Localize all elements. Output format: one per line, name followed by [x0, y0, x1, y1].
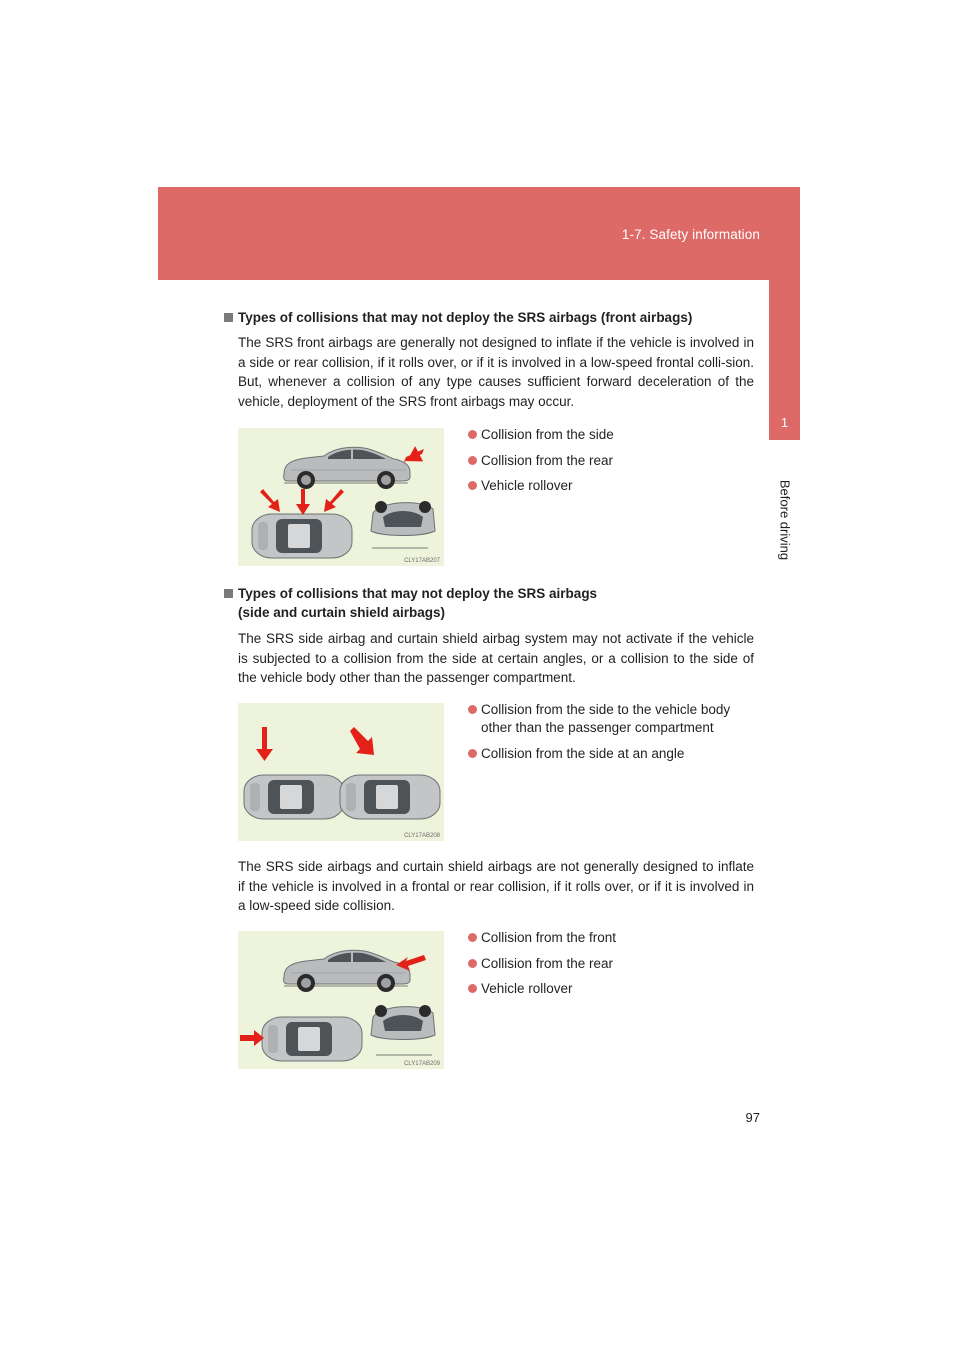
section-heading-side-airbags: Types of collisions that may not deploy the SRS airbags (side and curtain shield airbags): [224, 584, 597, 622]
bullet-list-frontal-rear: [468, 929, 758, 1006]
figure-code: CLY17AB208: [404, 833, 440, 839]
chapter-label: Before driving: [777, 479, 793, 561]
paragraph-front-airbags: The SRS front airbags are generally not designed to inflate if the vehicle is involved in a side or rear collision, if it rolls over, or if it is involved in a low-speed frontal colli-sion. But, whenever a collision of any type causes sufficient forward deceleration of the vehicle, deployment of the SRS front airbags may occur.: [238, 335, 754, 409]
list-item: Collision from the rear: [468, 452, 758, 470]
section-heading-front-airbags: Types of collisions that may not deploy the SRS airbags (front airbags): [224, 308, 692, 327]
list-item: Collision from the side to the vehicle body other than the passenger compartment: [468, 701, 758, 737]
bullet-icon: [468, 705, 477, 714]
list-item: Collision from the side: [468, 426, 758, 444]
bullet-list-side-airbags: [468, 701, 758, 770]
page-number: 97: [745, 1110, 760, 1125]
illustration-side-airbags-frontal-rear: [238, 931, 444, 1069]
paragraph-side-airbags: The SRS side airbag and curtain shield airbag system may not activate if the vehicle is subjected to a collision from the side at certain angles, or a collision to the side of the vehicle body other than the passenger compartment.: [238, 631, 754, 685]
bullet-icon: [468, 749, 477, 758]
list-item: Collision from the rear: [468, 955, 758, 973]
bullet-icon: [468, 959, 477, 968]
figure-code: CLY17AB209: [404, 1061, 440, 1067]
list-item: Collision from the front: [468, 929, 758, 947]
paragraph-side-airbags-not-designed: The SRS side airbags and curtain shield airbags are not generally designed to inflate if the vehicle is involved in a frontal or rear collision, if it rolls over, or if it is involved in a low-speed side collision.: [238, 859, 754, 913]
list-item: Vehicle rollover: [468, 477, 758, 495]
bullet-icon: [468, 984, 477, 993]
chapter-number: 1: [780, 415, 789, 430]
bullet-icon: [468, 481, 477, 490]
bullet-list-front-airbags: [468, 426, 758, 503]
illustration-side-airbags: [238, 703, 444, 841]
list-item: Vehicle rollover: [468, 980, 758, 998]
chapter-tab: [769, 187, 800, 440]
list-item: Collision from the side at an angle: [468, 745, 758, 763]
header-band: [158, 187, 800, 280]
section-title: 1-7. Safety information: [621, 227, 760, 242]
bullet-icon: [468, 933, 477, 942]
illustration-front-airbags: [238, 428, 444, 566]
figure-code: CLY17AB207: [404, 558, 440, 564]
bullet-icon: [468, 456, 477, 465]
square-bullet-icon: [224, 589, 233, 598]
square-bullet-icon: [224, 313, 233, 322]
bullet-icon: [468, 430, 477, 439]
